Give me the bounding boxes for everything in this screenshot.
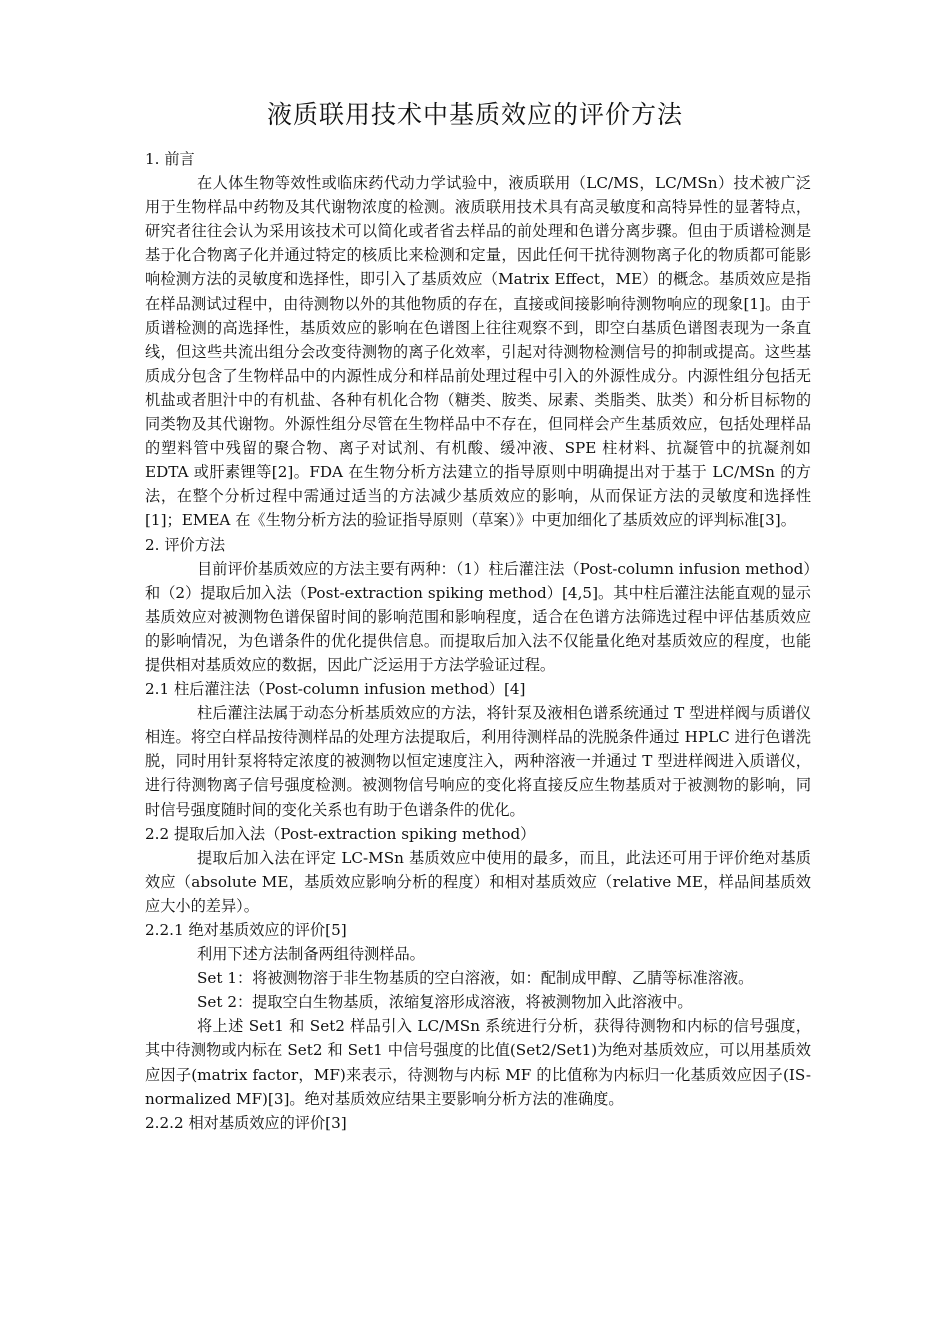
- set-1-item: Set 1：将被测物溶于非生物基质的空白溶液，如：配制成甲醇、乙腈等标准溶液。: [197, 969, 754, 988]
- section-2-paragraph: 目前评价基质效应的方法主要有两种：（1）柱后灌注法（Post-column infusion method）和（2）提取后加入法（Post-extraction spiking method）[4,5]。其中柱后灌注法能直观的显示基质效应对被测物色谱保留时间的影响范围和影响程度，适合在色谱方法筛选过程中评估基质效应的影响情况，为色谱条件的优化提供信息。而提取后加入法不仅能量化绝对基质效应的程度，也能提供相对基质效应的数据，因此广泛运用于方法学验证过程。: [145, 559, 811, 674]
- section-2-2-paragraph: 提取后加入法在评定 LC-MSn 基质效应中使用的最多，而且，此法还可用于评价绝对基质效应（absolute ME，基质效应影响分析的程度）和相对基质效应（relative ME，样品间基质效应大小的差异）。: [145, 848, 811, 915]
- document-body: [145, 147, 811, 1135]
- section-2-2-1-paragraph: 将上述 Set1 和 Set2 样品引入 LC/MSn 系统进行分析，获得待测物和内标的信号强度，其中待测物或内标在 Set2 和 Set1 中信号强度的比值(Set2/Set1)为绝对基质效应，可以用基质效应因子(matrix factor，MF)来表示，待测物与内标 MF 的比值称为内标归一化基质效应因子(IS-normalized MF)[3]。绝对基质效应结果主要影响分析方法的准确度。: [145, 1017, 811, 1108]
- section-2-2-heading: 2.2 提取后加入法（Post-extraction spiking method）: [145, 824, 536, 843]
- section-2-2-1-intro: 利用下述方法制备两组待测样品。: [197, 945, 425, 964]
- section-2-2-2-heading: 2.2.2 相对基质效应的评价[3]: [145, 1113, 347, 1132]
- set-2-item: Set 2：提取空白生物基质，浓缩复溶形成溶液，将被测物加入此溶液中。: [197, 993, 693, 1012]
- section-2-heading: 2. 评价方法: [145, 535, 226, 554]
- document-title: 液质联用技术中基质效应的评价方法: [266, 100, 683, 129]
- section-1-paragraph: 在人体生物等效性或临床药代动力学试验中，液质联用（LC/MS，LC/MSn）技术被广泛用于生物样品中药物及其代谢物浓度的检测。液质联用技术具有高灵敏度和高特异性的显著特点，研究者往往会认为采用该技术可以简化或者省去样品的前处理和色谱分离步骤。但由于质谱检测是基于化合物离子化并通过特定的核质比来检测和定量，因此任何干扰待测物离子化的物质都可能影响检测方法的灵敏度和选择性，即引入了基质效应（Matrix Effect，ME）的概念。基质效应是指在样品测试过程中，由待测物以外的其他物质的存在，直接或间接影响待测物响应的现象[1]。由于质谱检测的高选择性，基质效应的影响在色谱图上往往观察不到，即空白基质色谱图表现为一条直线，但这些共流出组分会改变待测物的离子化效率，引起对待测物检测信号的抑制或提高。这些基质成分包含了生物样品中的内源性成分和样品前处理过程中引入的外源性成分。内源性组分包括无机盐或者胆汁中的有机盐、各种有机化合物（糖类、胺类、尿素、类脂类、肽类）和分析目标物的同类物及其代谢物。外源性组分尽管在生物样品中不存在，但同样会产生基质效应，包括处理样品的塑料管中残留的聚合物、离子对试剂、有机酸、缓冲液、SPE 柱材料、抗凝管中的抗凝剂如 EDTA 或肝素锂等[2]。FDA 在生物分析方法建立的指导原则中明确提出对于基于 LC/MSn 的方法，在整个分析过程中需通过适当的方法减少基质效应的影响，从而保证方法的灵敏度和选择性[1]；EMEA 在《生物分析方法的验证指导原则（草案）》中更加细化了基质效应的评判标准[3]。: [145, 174, 811, 530]
- section-2-1-heading: 2.1 柱后灌注法（Post-column infusion method）[4]: [145, 680, 526, 699]
- section-2-1-paragraph: 柱后灌注法属于动态分析基质效应的方法，将针泵及液相色谱系统通过 T 型进样阀与质谱仪相连。将空白样品按待测样品的处理方法提取后，利用待测样品的洗脱条件通过 HPLC 进行色谱洗脱，同时用针泵将特定浓度的被测物以恒定速度注入，两种溶液一并通过 T 型进样阀进入质谱仪，进行待测物离子信号强度检测。被测物信号响应的变化将直接反应生物基质对于被测物的影响，同时信号强度随时间的变化关系也有助于色谱条件的优化。: [145, 704, 811, 819]
- section-2-2-1-heading: 2.2.1 绝对基质效应的评价[5]: [145, 921, 347, 939]
- section-1-heading: 1. 前言: [145, 150, 195, 168]
